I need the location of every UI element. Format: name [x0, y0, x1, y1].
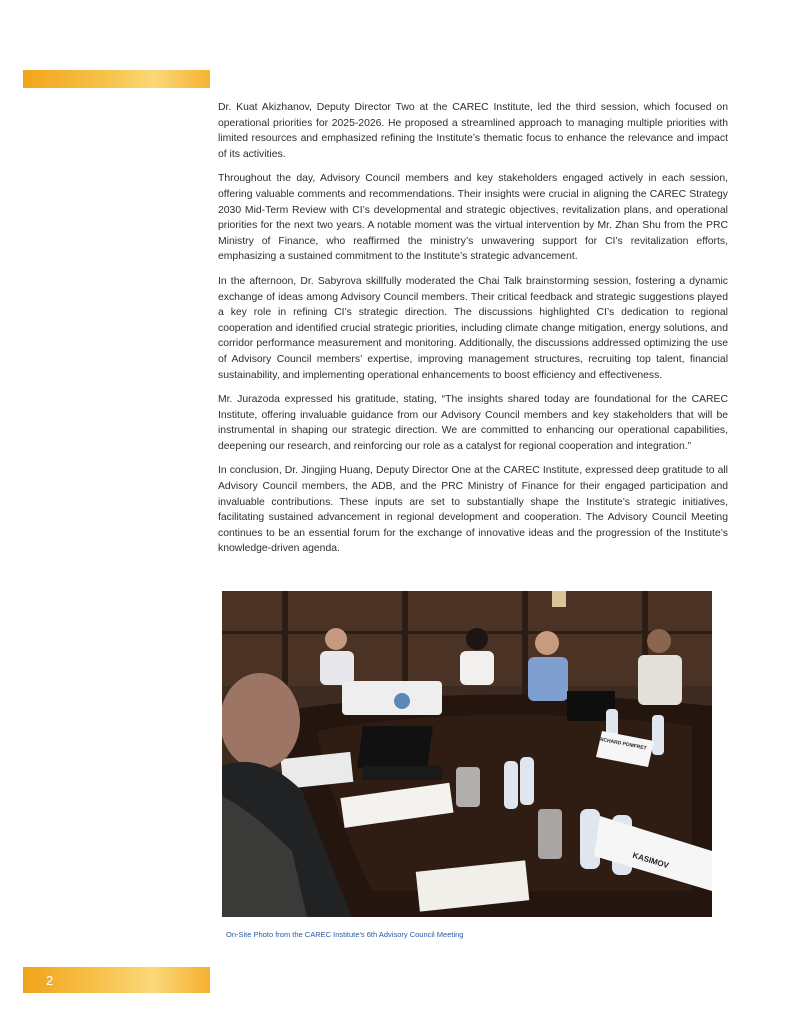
paragraph-3: In the afternoon, Dr. Sabyrova skillfully moderated the Chai Talk brainstorming session, fostering a dynamic exchange of ideas among Advisory Council members. Their critical feedback and strategic suggestions played a key role in refining CI’s strategic direction. The discussions highlighted CI’s dedication to regional cooperation and identified crucial strategic priorities, including climate change mitigation, energy solutions, and corridor performance measurement and monitoring. Additionally, the discussions addressed optimizing the use of Advisory Council members’ expertise, improving management structures, recruiting top talent, financial sustainability, and implementing operational enhancements to boost efficiency and effectiveness. [218, 275, 728, 381]
page-number: 2 [46, 973, 54, 988]
photo-caption: On-Site Photo from the CAREC Institute’s 6th Advisory Council Meeting [226, 930, 464, 939]
meeting-photo [222, 591, 712, 917]
name-card-pomfret: RICHARD POMFRET [597, 736, 648, 752]
paragraph-4: Mr. Jurazoda expressed his gratitude, stating, “The insights shared today are foundational for the CAREC Institute, offering invaluable guidance from our Advisory Council members and key stakeholders that will be instrumental in shaping our strategic direction. We are committed to enhancing our operational capabilities, deepening our research, and reinforcing our role as a catalyst for regional cooperation and integration.” [218, 394, 728, 452]
article-body [218, 100, 728, 566]
paragraph-2: Throughout the day, Advisory Council members and key stakeholders engaged actively in each session, offering valuable comments and recommendations. Their insights were crucial in aligning the CAREC Strategy 2030 Mid-Term Review with CI’s developmental and strategic objectives, revitalization plans, and operational priorities for the next two years. A notable moment was the virtual intervention by Mr. Zhan Shu from the PRC Ministry of Finance, who reaffirmed the ministry’s unwavering support for CI’s revitalization efforts, emphasizing a sustained commitment to the Institute’s strategic advancement. [218, 173, 728, 263]
paragraph-1: Dr. Kuat Akizhanov, Deputy Director Two at the CAREC Institute, led the third session, which focused on operational priorities for 2025-2026. He proposed a streamlined approach to managing multiple priorities with limited resources and emphasized refining the Institute’s thematic focus to enhance the relevance and impact of its activities. [218, 102, 728, 160]
name-card-kasimov: KASIMOV [631, 850, 670, 871]
header-accent-bar [23, 70, 210, 88]
paragraph-5: In conclusion, Dr. Jingjing Huang, Deputy Director One at the CAREC Institute, expressed deep gratitude to all Advisory Council members, the ADB, and the PRC Ministry of Finance for their engaged participation and invaluable contributions. These inputs are set to substantially shape the Institute’s strategic initiatives, facilitating sustained advancement in regional development and cooperation. The Advisory Council Meeting continues to be an essential forum for the exchange of innovative ideas and the progression of the Institute’s knowledge-driven agenda. [218, 465, 728, 555]
